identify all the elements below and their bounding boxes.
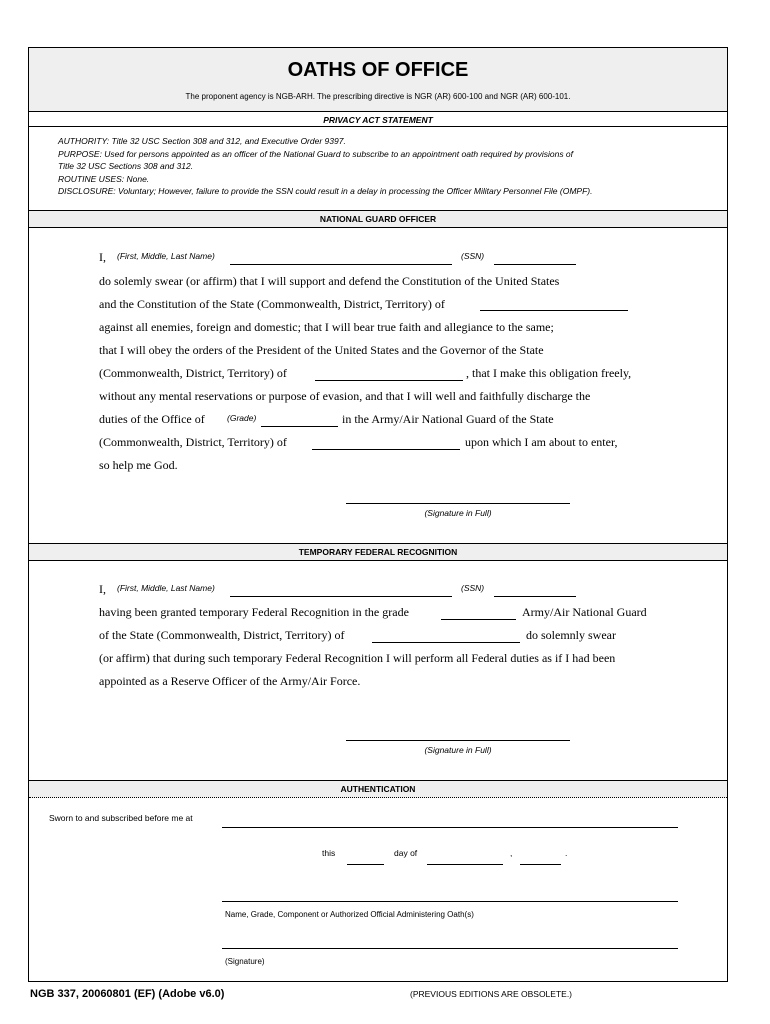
section-header-ng-officer: NATIONAL GUARD OFFICER [29,210,727,228]
tfr-name-label: (First, Middle, Last Name) [117,583,215,593]
privacy-divider [29,126,727,127]
ng-signature-label: (Signature in Full) [424,508,492,518]
ng-oath-line-2: and the Constitution of the State (Commonwealth, District, Territory) of [99,297,445,311]
tfr-oath-line-1-end: Army/Air National Guard [522,605,647,619]
privacy-disclosure: DISCLOSURE: Voluntary; However, failure to provide the SSN could result in a delay in processing the Officer Military Personnel File (OMPF). [58,186,593,197]
auth-day-of-label: day of [394,848,418,858]
privacy-purpose: PURPOSE: Used for persons appointed as an officer of the National Guard to subscribe to an appointment oath required by provisions of [58,148,574,159]
auth-day-field[interactable] [347,864,384,865]
ng-grade-field[interactable] [261,426,338,427]
ng-governor-state-field[interactable] [315,380,463,381]
auth-period: . [565,848,568,858]
ng-signature-field[interactable] [346,503,570,504]
privacy-purpose-cont: Title 32 USC Sections 308 and 312. [58,161,194,172]
ng-oath-line-3: against all enemies, foreign and domestic; that I will bear true faith and allegiance to the same; [99,320,554,334]
ng-oath-line-9: so help me God. [99,458,178,472]
proponent-statement: The proponent agency is NGB-ARH. The prescribing directive is NGR (AR) 600-100 and NGR (AR) 600-101. [185,92,571,101]
tfr-i-label: I, [99,582,106,596]
auth-year-field[interactable] [520,864,561,865]
auth-official-name-field[interactable] [222,901,678,902]
tfr-state-field[interactable] [372,642,520,643]
ng-state-field[interactable] [480,310,628,311]
ng-oath-line-6: without any mental reservations or purpose of evasion, and that I will well and faithfully discharge the [99,389,591,403]
ng-oath-line-8: (Commonwealth, District, Territory) of [99,435,287,449]
tfr-grade-field[interactable] [441,619,516,620]
tfr-ssn-field[interactable] [494,596,576,597]
auth-official-label: Name, Grade, Component or Authorized Official Administering Oath(s) [225,910,474,919]
privacy-routine-uses: ROUTINE USES: None. [58,173,150,184]
tfr-oath-line-3: (or affirm) that during such temporary Federal Recognition I will perform all Federal duties as if I had been [99,651,616,665]
privacy-statement [58,135,718,198]
oath-form [28,47,728,982]
section-header-authentication: AUTHENTICATION [29,780,727,798]
form-header [29,48,727,112]
obsolete-notice: (PREVIOUS EDITIONS ARE OBSOLETE.) [410,989,573,999]
ng-i-label: I, [99,250,106,264]
ng-oath-line-5-end: , that I make this obligation freely, [466,366,632,380]
tfr-oath-line-1: having been granted temporary Federal Recognition in the grade [99,605,409,619]
auth-comma: , [510,848,513,858]
ng-oath-line-7-end: in the Army/Air National Guard of the State [342,412,554,426]
page-title: OATHS OF OFFICE [287,59,469,81]
auth-signature-field[interactable] [222,948,678,949]
ng-oath-line-4: that I will obey the orders of the President of the United States and the Governor of the State [99,343,544,357]
ng-oath-line-7: duties of the Office of [99,412,205,426]
tfr-signature-label: (Signature in Full) [424,745,492,755]
auth-sworn-label: Sworn to and subscribed before me at [49,813,193,823]
tfr-oath-line-2-end: do solemnly swear [526,628,616,642]
privacy-heading: PRIVACY ACT STATEMENT [323,115,433,125]
tfr-oath-line-4: appointed as a Reserve Officer of the Army/Air Force. [99,674,361,688]
ng-enter-state-field[interactable] [312,449,460,450]
ng-oath-line-5: (Commonwealth, District, Territory) of [99,366,287,380]
privacy-authority: AUTHORITY: Title 32 USC Section 308 and 312, and Executive Order 9397. [58,136,346,146]
ng-oath-line-1: do solemly swear (or affirm) that I will support and defend the Constitution of the United States [99,274,560,288]
ng-name-field[interactable] [230,264,452,265]
ng-ssn-field[interactable] [494,264,576,265]
auth-location-field[interactable] [222,827,678,828]
tfr-ssn-label: (SSN) [461,583,485,593]
ng-name-label: (First, Middle, Last Name) [117,251,215,261]
auth-month-field[interactable] [427,864,503,865]
section-header-tfr: TEMPORARY FEDERAL RECOGNITION [29,543,727,561]
auth-signature-label: (Signature) [225,957,265,966]
tfr-signature-field[interactable] [346,740,570,741]
ng-ssn-label: (SSN) [461,251,485,261]
ng-grade-label: (Grade) [227,413,257,423]
auth-this-label: this [322,848,336,858]
ng-oath-line-8-end: upon which I am about to enter, [465,435,618,449]
tfr-oath-line-2: of the State (Commonwealth, District, Territory) of [99,628,345,642]
form-id: NGB 337, 20060801 (EF) (Adobe v6.0) [30,988,225,1000]
tfr-name-field[interactable] [230,596,452,597]
